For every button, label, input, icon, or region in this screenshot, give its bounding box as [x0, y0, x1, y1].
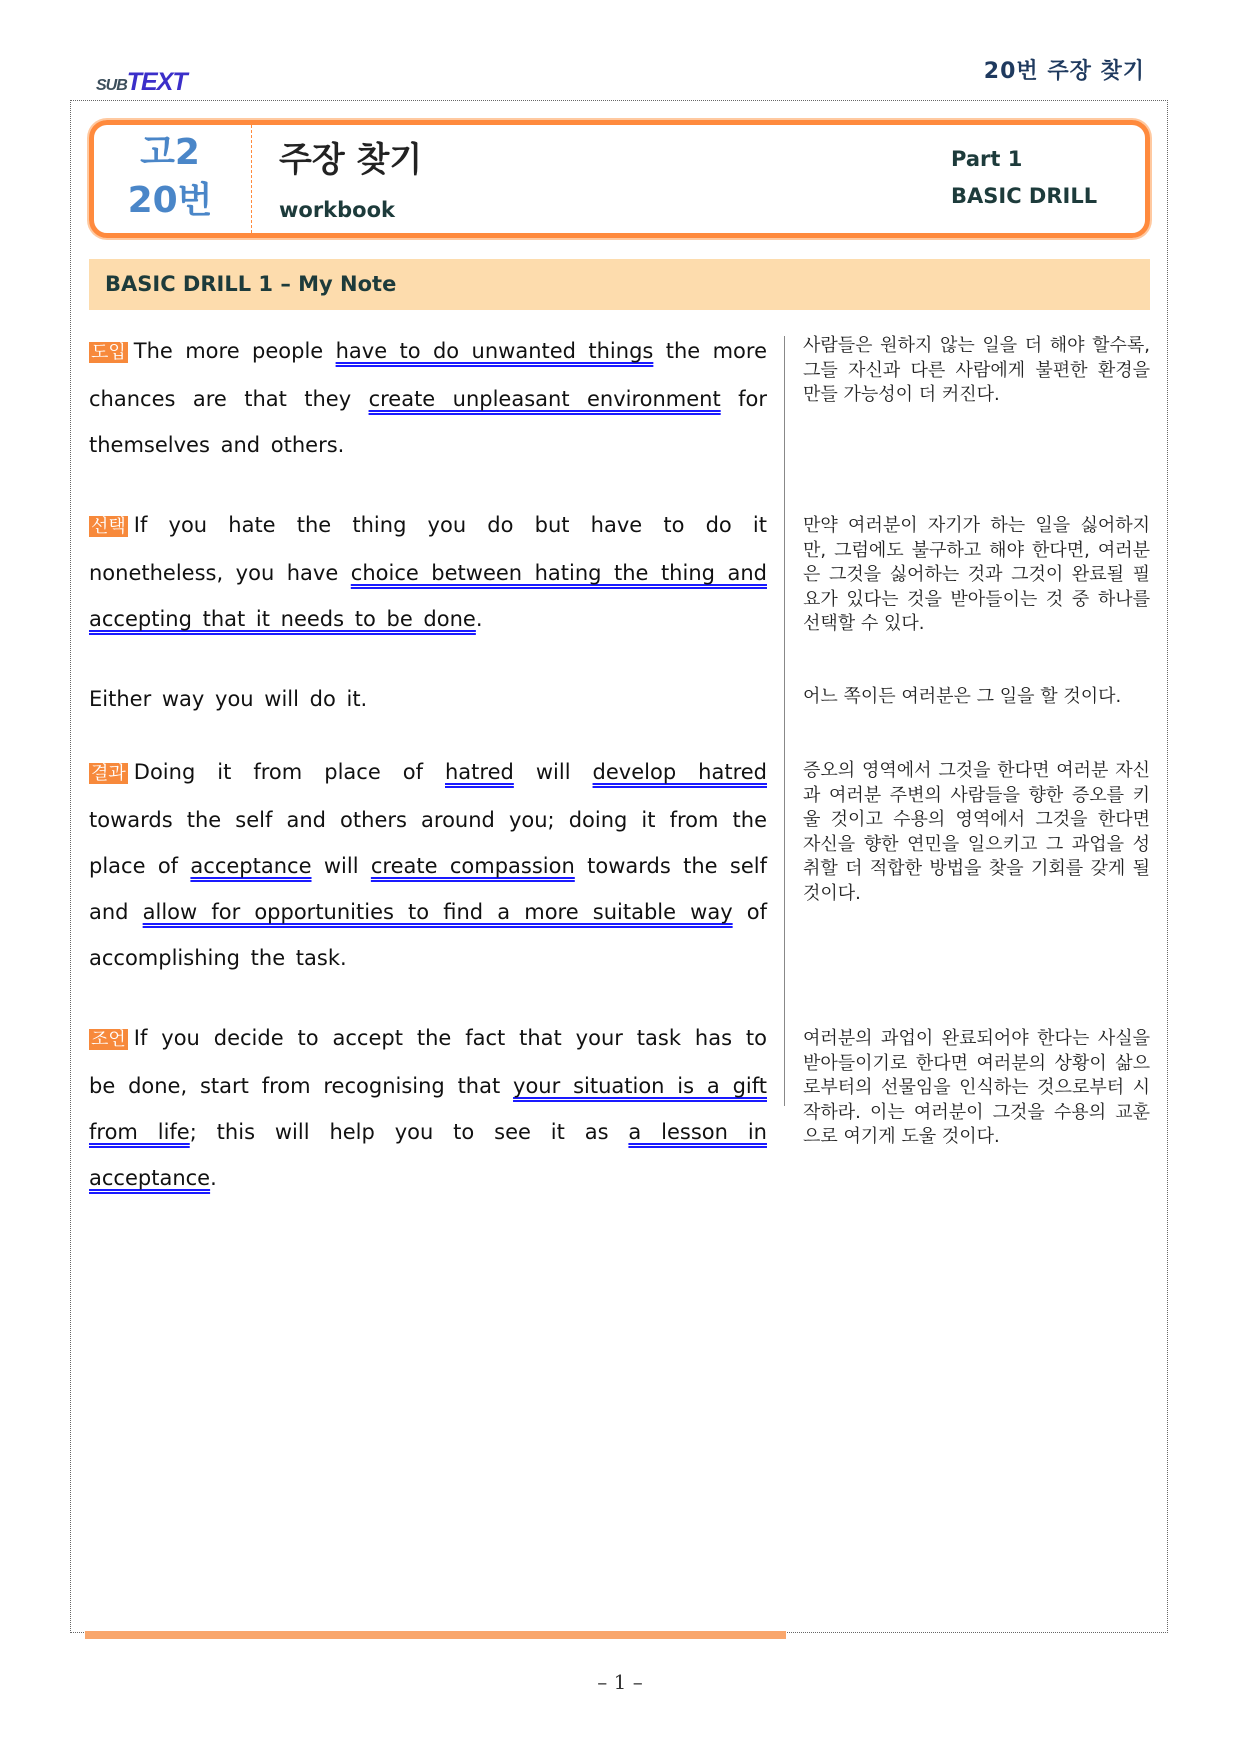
- text-segment: Either way you will do it.: [89, 687, 368, 711]
- document-title: 20번 주장 찾기: [983, 59, 1145, 84]
- korean-translation: 사람들은 원하지 않는 일을 더 해야 할수록, 그들 자신과 다른 사람에게 불편한 환경을 만들 가능성이 더 커진다.: [803, 335, 1150, 405]
- underlined-phrase: choice between hating the thing and accepting that it needs to be done: [89, 561, 767, 631]
- section-header: [89, 259, 1150, 310]
- underlined-phrase: create compassion: [370, 854, 575, 878]
- page-subtitle: workbook: [279, 198, 396, 222]
- text-segment: .: [475, 607, 483, 631]
- text-segment: The more people: [133, 339, 336, 363]
- underlined-phrase: develop hatred: [592, 760, 767, 784]
- page-title: 주장 찾기: [279, 140, 423, 180]
- korean-translation: 여러분의 과업이 완료되어야 한다는 사실을 받아들이기로 한다면 여러분의 상황이 삶으로부터의 선물임을 인식하는 것으로부터 시작하라. 이는 여러분이 그것을 수용의 교훈으로 여기게 도울 것이다.: [803, 1028, 1150, 1147]
- paragraph-tag: 선택: [91, 516, 126, 537]
- column-divider: [784, 336, 785, 1106]
- english-paragraph: [89, 328, 767, 468]
- underlined-phrase: acceptance: [190, 854, 312, 878]
- section-title: BASIC DRILL 1 – My Note: [105, 272, 397, 296]
- korean-translation: 어느 쪽이든 여러분은 그 일을 할 것이다.: [803, 686, 1122, 707]
- part-label: Part 1: [951, 147, 1023, 171]
- text-segment: Doing it from place of: [133, 760, 445, 784]
- grade-label: 고2: [140, 132, 200, 173]
- paragraph-tag: 도입: [91, 342, 126, 363]
- korean-translation: 증오의 영역에서 그것을 한다면 여러분 자신과 여러분 주변의 사람들을 향한 증오를 키울 것이고 수용의 영역에서 그것을 한다면 자신을 향한 연민을 일으키고 그 과업을 성취할 더 적합한 방법을 찾을 기회를 갖게 될 것이다.: [803, 760, 1150, 904]
- text-segment: ; this will help you to see it as: [189, 1120, 629, 1144]
- english-paragraph: [89, 1015, 767, 1201]
- underlined-phrase: your situation is a gift from life: [89, 1074, 767, 1144]
- text-segment: will: [513, 760, 593, 784]
- underlined-phrase: create unpleasant environment: [368, 387, 721, 411]
- underlined-phrase: hatred: [445, 760, 514, 784]
- paragraph-tag: 결과: [91, 763, 126, 784]
- text-segment: for themselves and others.: [89, 387, 767, 457]
- question-number: 20번: [127, 180, 213, 221]
- text-segment: towards the self and others around you; doing it from the place of: [89, 808, 767, 878]
- text-segment: will: [311, 854, 371, 878]
- english-paragraph: [89, 749, 767, 981]
- subtext-logo: [96, 68, 187, 97]
- text-segment: the more chances are that they: [89, 339, 767, 411]
- english-paragraph: [89, 502, 767, 642]
- logo-text: TEXT: [126, 68, 187, 96]
- drill-label: BASIC DRILL: [951, 184, 1098, 208]
- page-number: – 1 –: [597, 1670, 643, 1694]
- paragraph-tag: 조언: [91, 1029, 126, 1050]
- english-paragraph: [89, 676, 767, 722]
- korean-translation: 만약 여러분이 자기가 하는 일을 싫어하지만, 그럼에도 불구하고 해야 한다면, 여러분은 그것을 싫어하는 것과 그것이 완료될 필요가 있다는 것을 받아들이는 것 중 하나를 선택할 수 있다.: [803, 515, 1150, 634]
- text-segment: If you hate the thing you do but have to do it nonetheless, you have: [89, 513, 767, 585]
- text-segment: of accomplishing the task.: [89, 900, 768, 970]
- underlined-phrase: allow for opportunities to find a more suitable way: [142, 900, 733, 924]
- underlined-phrase: a lesson in acceptance: [89, 1120, 767, 1190]
- bottom-accent-bar: [85, 1631, 786, 1639]
- underlined-phrase: have to do unwanted things: [335, 339, 654, 363]
- title-box-divider: [251, 125, 252, 233]
- text-segment: .: [210, 1166, 217, 1190]
- text-segment: towards the self and: [89, 854, 768, 924]
- text-segment: If you decide to accept the fact that your task has to be done, start from recognising that: [89, 1026, 767, 1098]
- logo-sub: SUB: [96, 77, 127, 94]
